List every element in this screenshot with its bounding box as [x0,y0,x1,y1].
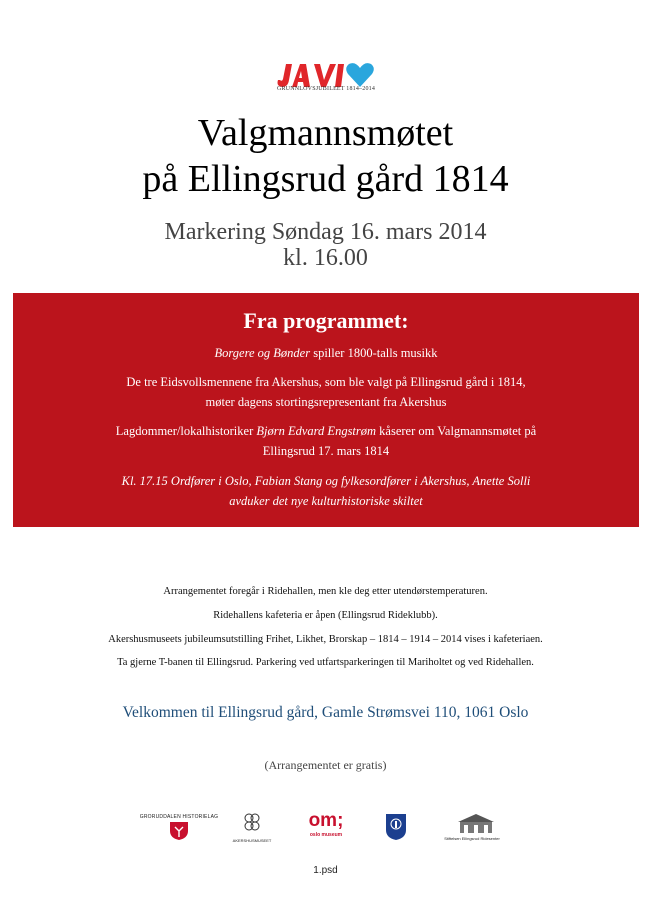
groruddalen-historielag-label: GRORUDDALEN HISTORIELAG [139,814,219,820]
program-item-eidsvoll [13,372,639,412]
oslo-museum-label: oslo museum [309,832,343,838]
program-item-eidsvoll-line-1: De tre Eidsvollsmennene fra Akershus, som ble valgt på Ellingsrud gård i 1814, [126,375,526,389]
welcome-address: Velkommen til Ellingsrud gård, Gamle Strømsvei 110, 1061 Oslo [122,704,529,721]
program-item-music-text: spiller 1800-talls musikk [310,346,438,360]
program-box [13,293,639,527]
program-item-lecture-line-1 [13,421,639,441]
page-title-line-1: Valgmannsmøtet [197,112,454,154]
info-line-exhibition: Akershusmuseets jubileumsutstilling Frihet, Likhet, Brorskap – 1814 – 1914 – 2014 vises i kafeteriaen. [108,634,543,645]
oslo-museum-logo [303,810,349,846]
info-line-transport: Ta gjerne T-banen til Ellingsrud. Parkering ved utfartsparkeringen til Mariholtet og ved Ridehallen. [117,657,534,668]
program-heading: Fra programmet: [243,308,409,333]
stiftelsen-ellingsrud-logo [440,812,504,844]
lecturer-name: Bjørn Edvard Engstrøm [256,424,377,438]
akershusmuseet-logo [230,810,274,846]
program-item-lecture [13,421,639,461]
jubilee-logo-caption: GRUNNLOVSJUBILEET 1814–2014 [276,86,376,92]
oslo-kommune-logo [384,812,408,842]
program-item-eidsvoll-line-2: møter dagens stortingsrepresentant fra Akershus [205,395,447,409]
program-item-lecture-line-2: Ellingsrud 17. mars 1814 [262,444,390,458]
lecture-suffix: kåserer om Valgmannsmøtet på [376,424,537,438]
lecture-prefix: Lagdommer/lokalhistoriker [115,424,257,438]
unveiling-text-2: avduker det nye kulturhistoriske skiltet [229,494,423,508]
program-item-unveiling-line-2 [13,491,639,511]
event-date: Markering Søndag 16. mars 2014 [164,219,487,245]
groruddalen-historielag-logo [138,814,220,842]
building-icon [456,812,496,834]
info-line-cafeteria: Ridehallens kafeteria er åpen (Ellingsrud Rideklubb). [213,610,438,621]
file-name-footer: 1.psd [313,865,338,876]
program-item-unveiling-line-1 [13,471,639,491]
oslo-museum-mark: om; [308,810,344,831]
free-admission-note: (Arrangementet er gratis) [264,758,387,772]
info-line-venue: Arrangementet foregår i Ridehallen, men kle deg etter utendørstemperaturen. [163,586,488,597]
program-item-unveiling [13,471,639,511]
unveiling-text-1: Kl. 17.15 Ordfører i Oslo, Fabian Stang og fylkesordfører i Akershus, Anette Solli [121,474,531,488]
akershusmuseet-label: AKERSHUSMUSEET [232,838,272,843]
program-item-music [13,343,639,363]
knot-icon [243,812,261,836]
band-name: Borgere og Bønder [214,346,311,360]
page-title-line-2: på Ellingsrud gård 1814 [142,158,509,200]
event-time: kl. 16.00 [283,245,368,271]
shield-icon [168,821,190,841]
stiftelsen-ellingsrud-label: Stiftelsen Ellingsrud Ridesenter [444,836,500,841]
